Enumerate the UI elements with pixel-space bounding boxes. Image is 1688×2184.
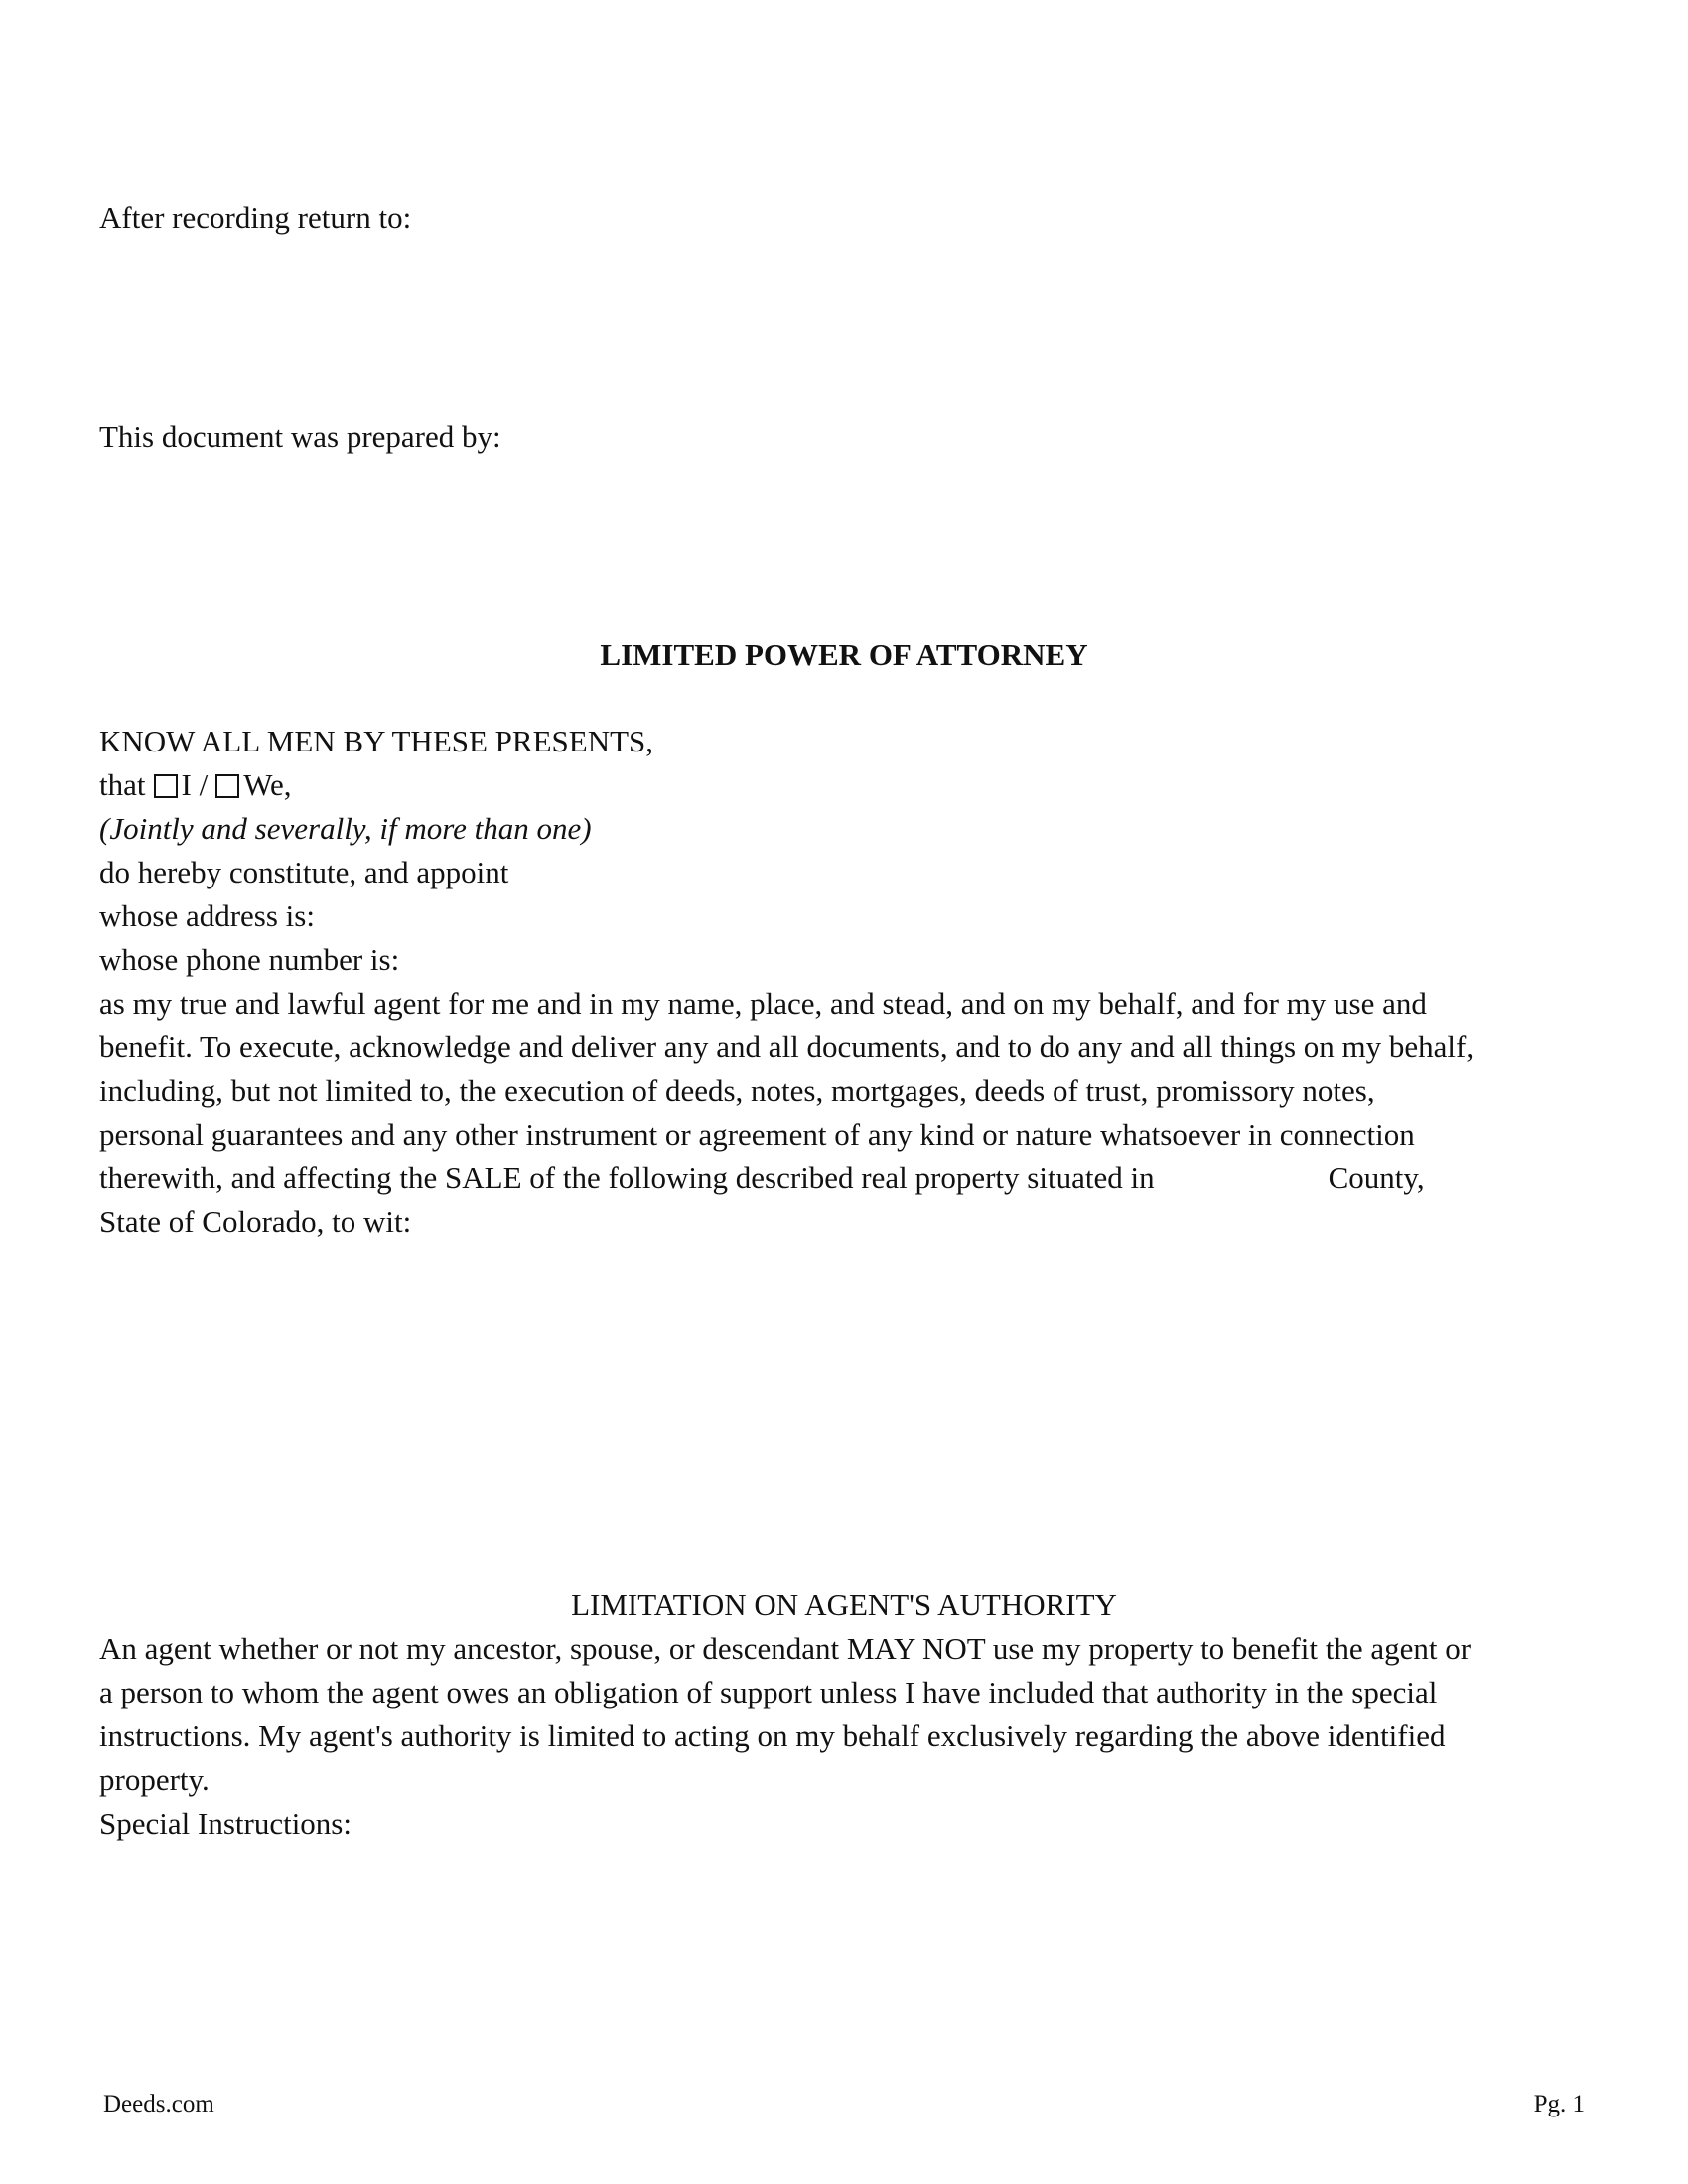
limitation-paragraph — [99, 1627, 1589, 1845]
appoint-line: do hereby constitute, and appoint — [99, 855, 509, 889]
authority-line-3: including, but not limited to, the execution of deeds, notes, mortgages, deeds of trust, promissory notes, — [99, 1073, 1375, 1108]
jointly-note: (Jointly and severally, if more than one) — [99, 811, 592, 846]
option-we-label: We, — [243, 767, 292, 802]
document-title: LIMITED POWER OF ATTORNEY — [600, 637, 1088, 672]
limitation-line-4: property. — [99, 1762, 210, 1797]
option-i-label: I / — [181, 767, 209, 802]
authority-line-2: benefit. To execute, acknowledge and deliver any and all documents, and to do any and all things on my behalf, — [99, 1029, 1475, 1064]
prepared-by-label: This document was prepared by: — [99, 419, 501, 454]
special-instructions-label: Special Instructions: — [99, 1806, 352, 1841]
authority-paragraph — [99, 982, 1589, 1244]
that-label: that — [99, 767, 146, 802]
footer-page-number: Pg. 1 — [1533, 2091, 1585, 2117]
return-to-label: After recording return to: — [99, 201, 412, 235]
authority-line-6: State of Colorado, to wit: — [99, 1204, 412, 1239]
checkbox-we[interactable] — [215, 774, 239, 798]
limitation-line-3: instructions. My agent's authority is limited to acting on my behalf exclusively regarding the above identified — [99, 1718, 1446, 1753]
county-label: County, — [1328, 1160, 1425, 1195]
phone-line: whose phone number is: — [99, 942, 400, 977]
limitation-heading: LIMITATION ON AGENT'S AUTHORITY — [571, 1587, 1117, 1622]
know-all-line: KNOW ALL MEN BY THESE PRESENTS, — [99, 724, 654, 758]
party-selection-line — [99, 763, 291, 807]
authority-line-1: as my true and lawful agent for me and in my name, place, and stead, and on my behalf, and for my use and — [99, 986, 1427, 1021]
checkbox-i[interactable] — [154, 774, 178, 798]
limitation-line-1: An agent whether or not my ancestor, spouse, or descendant MAY NOT use my property to benefit the agent or — [99, 1631, 1472, 1666]
authority-line-5 — [99, 1157, 1589, 1200]
address-line: whose address is: — [99, 898, 315, 933]
limitation-line-2: a person to whom the agent owes an obligation of support unless I have included that authority in the special — [99, 1675, 1438, 1709]
authority-line-4: personal guarantees and any other instrument or agreement of any kind or nature whatsoever in connection — [99, 1117, 1415, 1152]
property-situated-text: therewith, and affecting the SALE of the following described real property situated in — [99, 1160, 1155, 1195]
footer-brand: Deeds.com — [103, 2091, 214, 2117]
